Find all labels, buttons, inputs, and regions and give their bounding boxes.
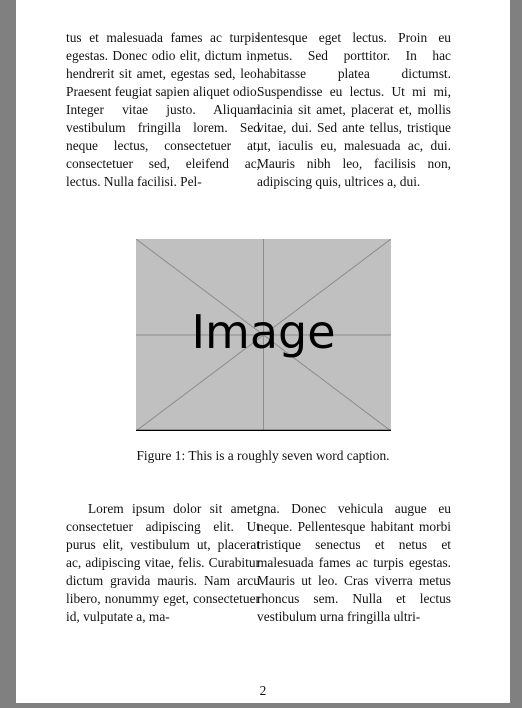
image-placeholder-label: Image xyxy=(191,305,336,359)
paragraph-text: Lorem ipsum dolor sit amet, consectetuer adipiscing elit. Ut purus elit, vestibulum ut, placerat ac, adipiscing vitae, felis. Curabitur dictum gravida mauris. Nam arcu libero, nonummy eget, consectetuer id, vulputate a, ma- xyxy=(66,501,260,624)
column-bottom-left xyxy=(66,500,260,626)
paragraph-text: lentesque eget lectus. Proin eu metus. Sed porttitor. In hac habitasse platea dictumst. Suspendisse eu lectus. Ut mi mi, lacinia sit amet, placerat et, mollis vitae, dui. Sed ante tellus, tristique ut, iaculis eu, malesuada ac, dui. Mauris nibh leo, facilisis non, adipiscing quis, ultrices a, dui. xyxy=(257,30,451,189)
paragraph-text: tus et malesuada fames ac turpis egestas. Donec odio elit, dictum in, hendrerit sit amet, egestas sed, leo. Praesent feugiat sapien aliquet odio. Integer vitae justo. Aliquam vestibulum fringilla lorem. Sed neque lectus, consectetuer at, consectetuer sed, eleifend ac, lectus. Nulla facilisi. Pel- xyxy=(66,30,260,189)
image-placeholder-graphic xyxy=(136,239,391,431)
column-top-right xyxy=(257,29,451,191)
page-number: 2 xyxy=(259,683,267,698)
column-bottom-right xyxy=(257,500,451,626)
paragraph-text: gna. Donec vehicula augue eu neque. Pellentesque habitant morbi tristique senectus et netus et malesuada fames ac turpis egestas. Mauris ut leo. Cras viverra metus rhoncus sem. Nulla et lectus vestibulum urna fringilla ultri- xyxy=(257,501,451,624)
figure-image-placeholder xyxy=(136,239,391,431)
figure-caption: Figure 1: This is a roughly seven word caption. xyxy=(136,448,390,463)
column-top-left xyxy=(66,29,260,191)
page xyxy=(16,0,510,703)
